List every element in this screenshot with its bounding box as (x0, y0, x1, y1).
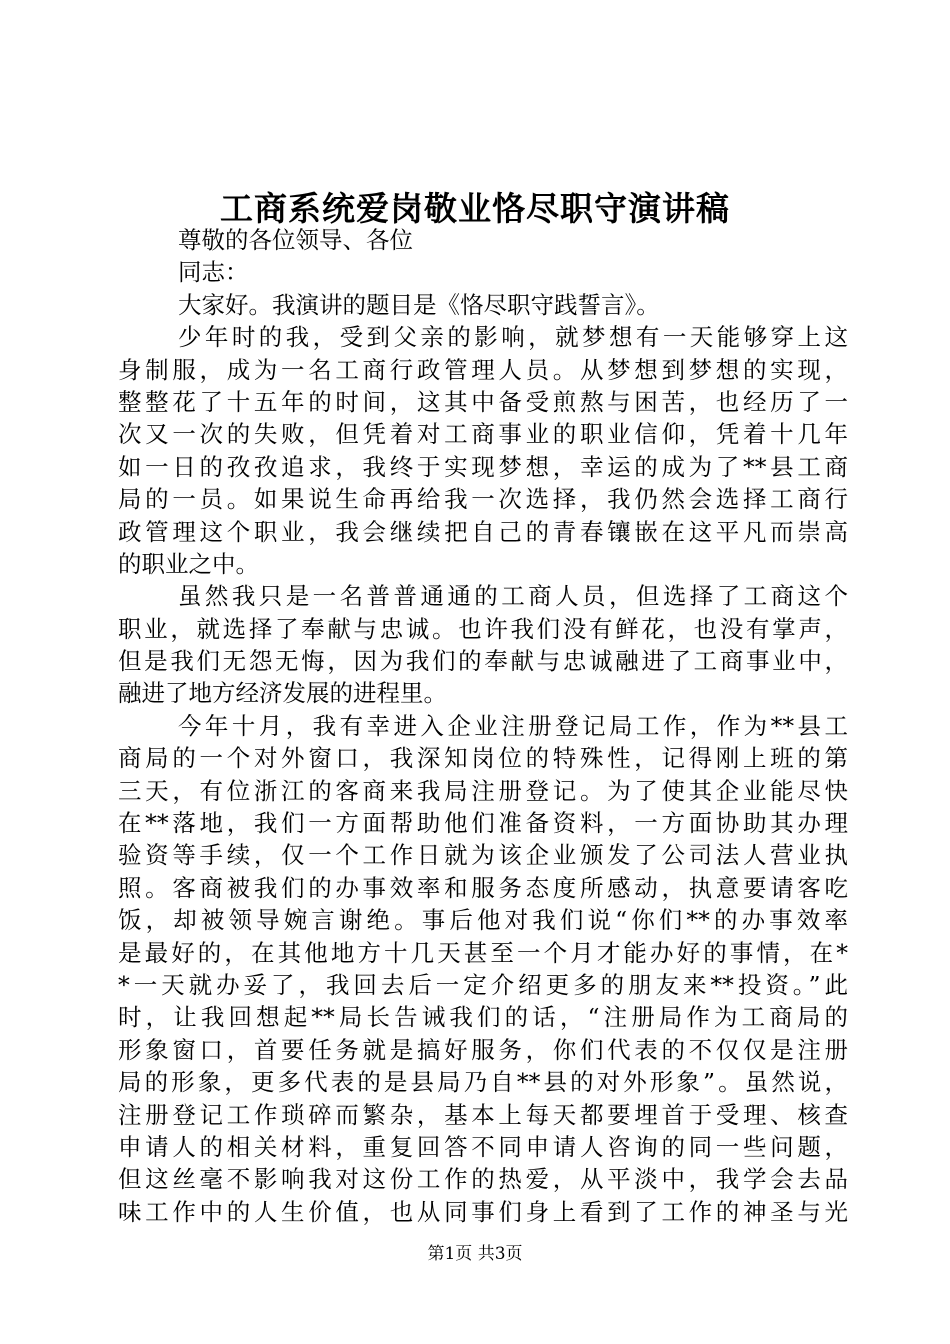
page-number-footer: 第1页 共3页 (427, 1244, 523, 1264)
greeting-line: 大家好。我演讲的题目是《恪尽职守践誓言》。 (178, 290, 660, 319)
paragraph-line: 身制服，成为一名工商行政管理人员。从梦想到梦想的实现， (118, 355, 848, 384)
paragraph-line: 时，让我回想起**局长告诫我们的话，“注册局作为工商局的 (118, 1003, 848, 1032)
paragraph-line: 融进了地方经济发展的进程里。 (118, 679, 447, 708)
paragraph-line: 味工作中的人生价值，也从同事们身上看到了工作的神圣与光 (118, 1197, 848, 1226)
paragraph-line: 商局的一个对外窗口，我深知岗位的特殊性，记得刚上班的第 (118, 744, 848, 773)
paragraph-line: 虽然我只是一名普普通通的工商人员，但选择了工商这个 (178, 582, 848, 611)
paragraph-line: 职业，就选择了奉献与忠诚。也许我们没有鲜花，也没有掌声， (118, 614, 848, 643)
paragraph-line: 照。客商被我们的办事效率和服务态度所感动，执意要请客吃 (118, 873, 848, 902)
paragraph-line: 但是我们无怨无悔，因为我们的奉献与忠诚融进了工商事业中， (118, 647, 848, 676)
paragraph-line: 次又一次的失败，但凭着对工商事业的职业信仰，凭着十几年 (118, 420, 848, 449)
paragraph-line: 的职业之中。 (118, 549, 259, 578)
document-title: 工商系统爱岗敬业恪尽职守演讲稿 (220, 189, 730, 228)
paragraph-line: 申请人的相关材料，重复回答不同申请人咨询的同一些问题， (118, 1132, 848, 1161)
paragraph-line: 局的一员。如果说生命再给我一次选择，我仍然会选择工商行 (118, 485, 848, 514)
salutation-line: 同志： (178, 258, 249, 287)
paragraph-line: 整整花了十五年的时间，这其中备受煎熬与困苦，也经历了一 (118, 387, 848, 416)
paragraph-line: 政管理这个职业，我会继续把自己的青春镶嵌在这平凡而崇高 (118, 517, 848, 546)
paragraph-line: 局的形象，更多代表的是县局乃自**县的对外形象”。虽然说， (118, 1068, 848, 1097)
paragraph-line: 注册登记工作琐碎而繁杂，基本上每天都要埋首于受理、核查 (118, 1100, 848, 1129)
document-body (118, 224, 848, 1228)
paragraph-line: *一天就办妥了，我回去后一定介绍更多的朋友来**投资。”此 (118, 970, 848, 999)
paragraph-line: 是最好的，在其他地方十几天甚至一个月才能办好的事情，在* (118, 938, 848, 967)
paragraph-line: 三天，有位浙江的客商来我局注册登记。为了使其企业能尽快 (118, 776, 848, 805)
paragraph-line: 在**落地，我们一方面帮助他们准备资料，一方面协助其办理 (118, 809, 848, 838)
paragraph-line: 如一日的孜孜追求，我终于实现梦想，幸运的成为了**县工商 (118, 452, 848, 481)
paragraph-line: 形象窗口，首要任务就是搞好服务，你们代表的不仅仅是注册 (118, 1035, 848, 1064)
paragraph-line: 今年十月，我有幸进入企业注册登记局工作，作为**县工 (178, 711, 848, 740)
paragraph-line: 少年时的我，受到父亲的影响，就梦想有一天能够穿上这 (178, 323, 848, 352)
salutation-line: 尊敬的各位领导、各位 (178, 226, 413, 254)
paragraph-line: 验资等手续，仅一个工作日就为该企业颁发了公司法人营业执 (118, 841, 848, 870)
paragraph-line: 饭，却被领导婉言谢绝。事后他对我们说“你们**的办事效率 (118, 906, 848, 935)
paragraph-line: 但这丝毫不影响我对这份工作的热爱，从平淡中，我学会去品 (118, 1165, 848, 1194)
